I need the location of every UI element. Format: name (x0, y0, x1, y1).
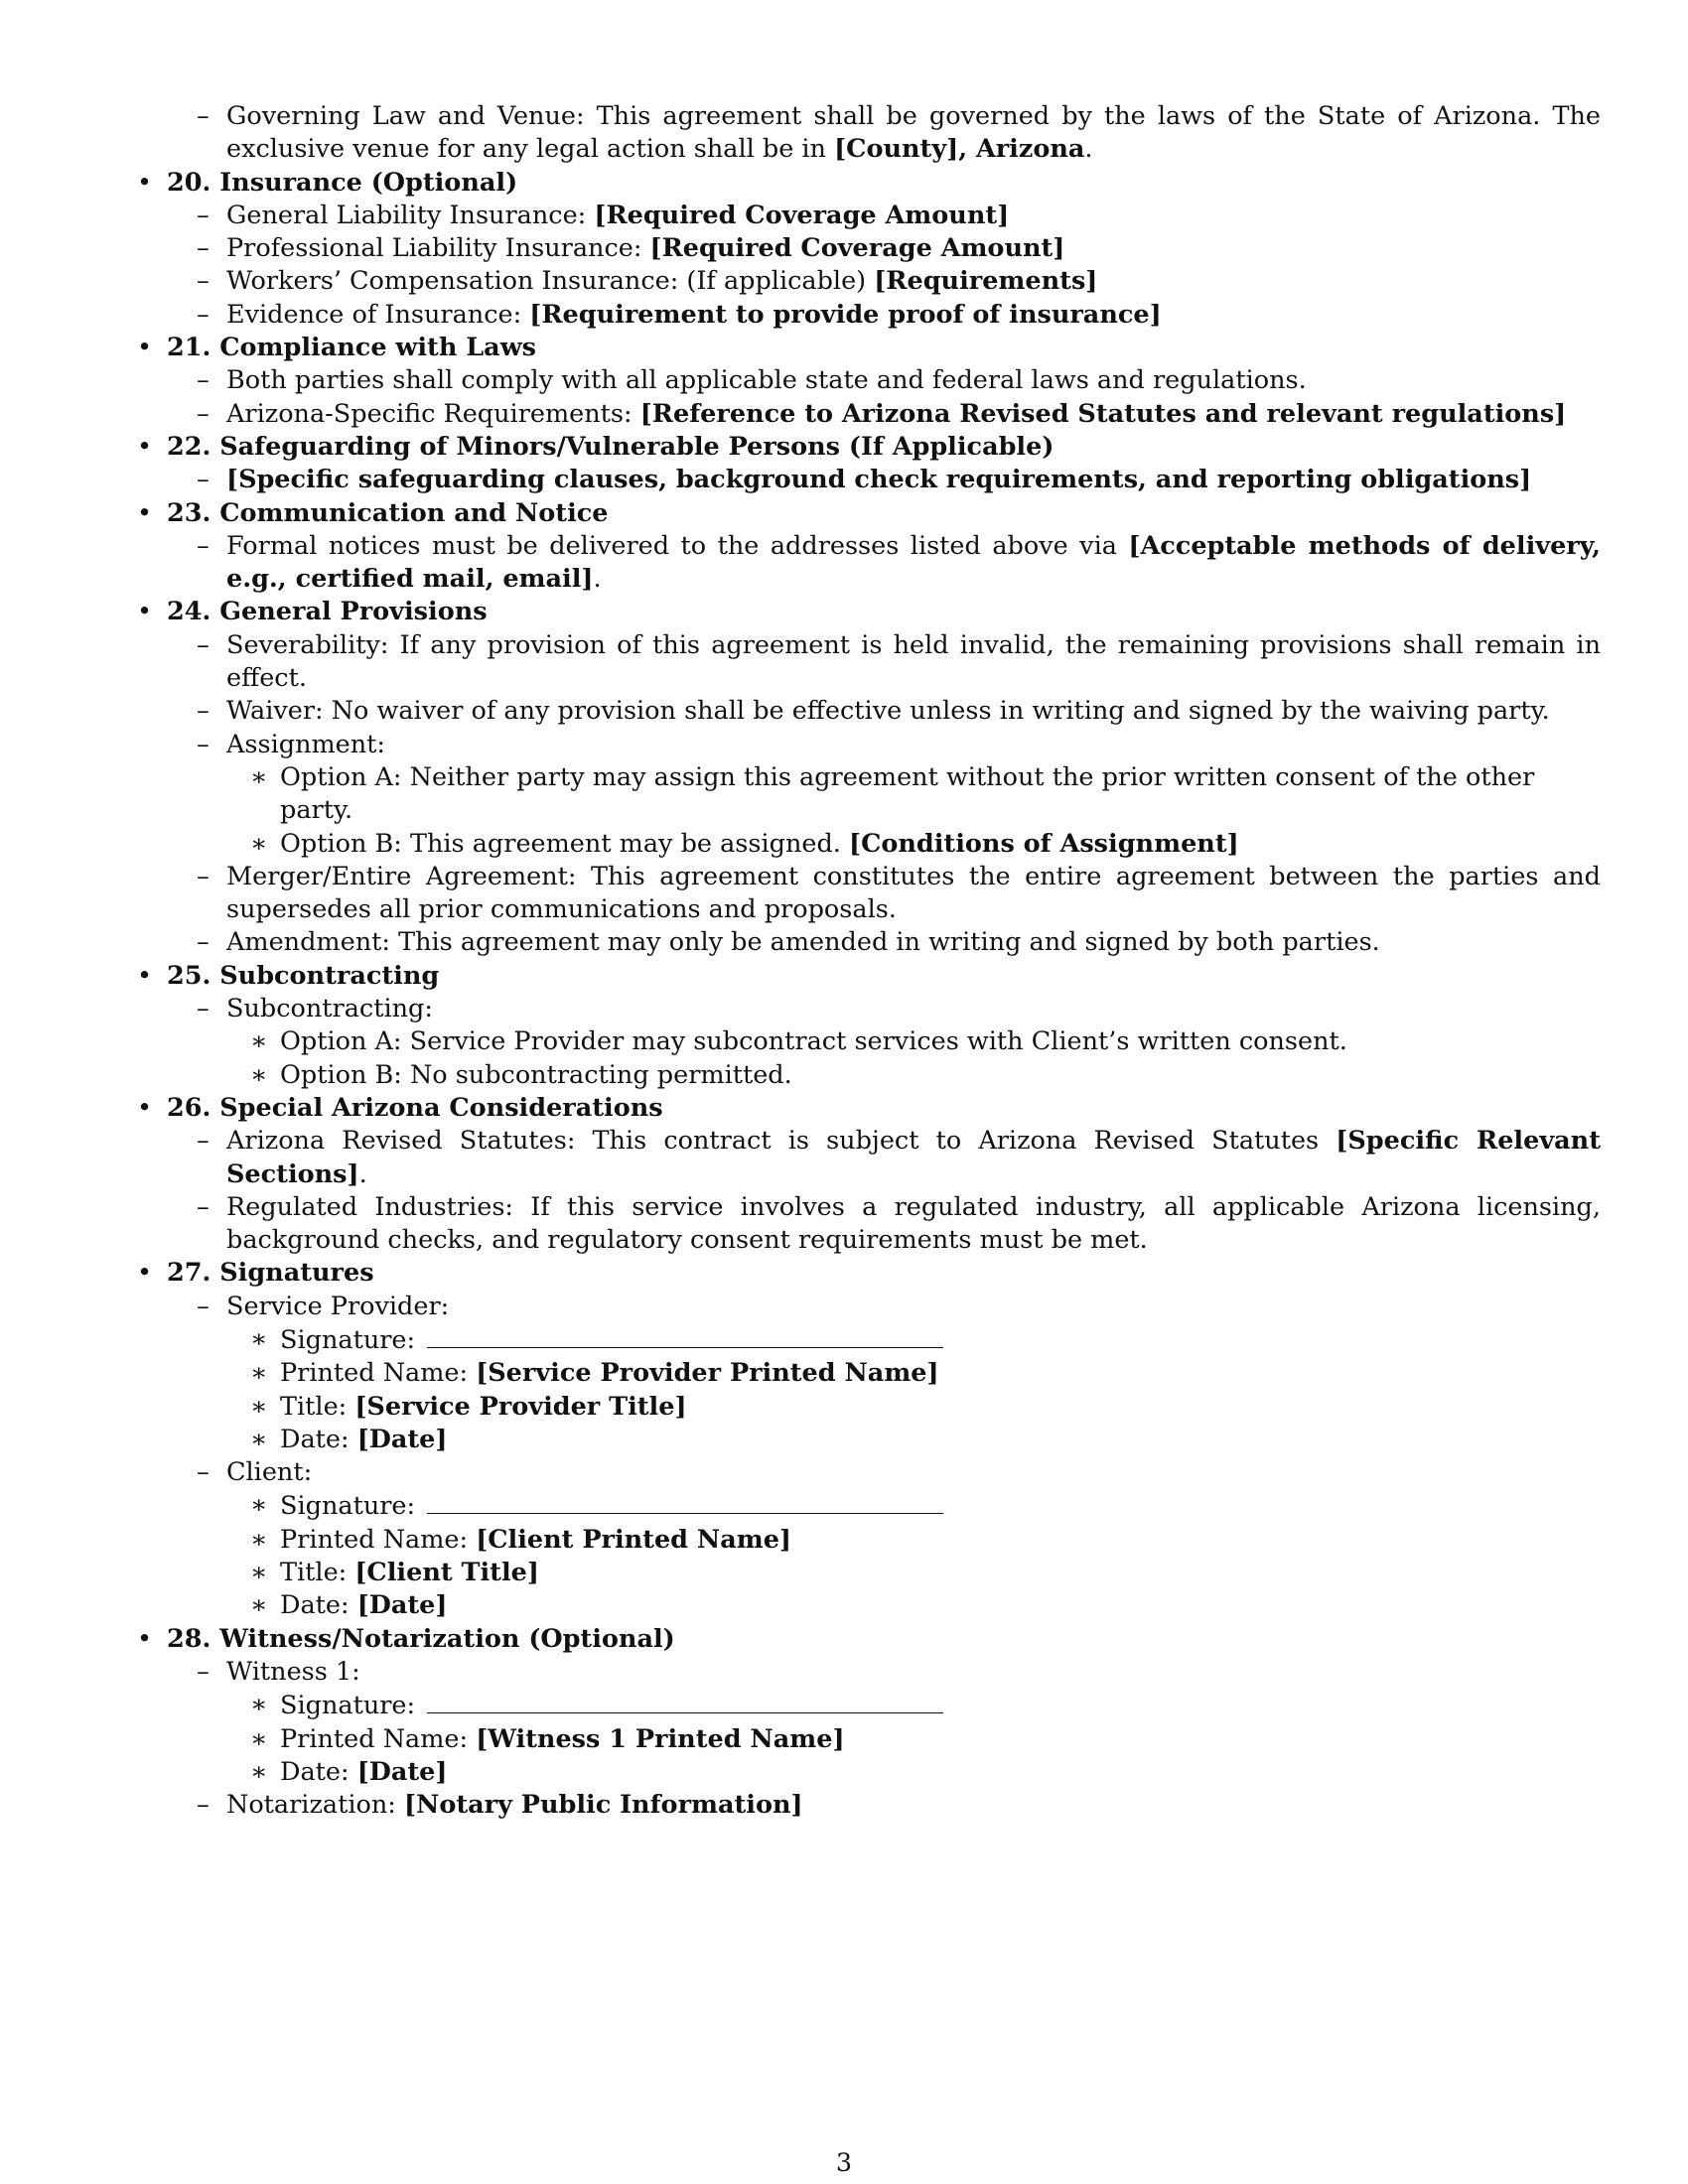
section-26: • 26. Special Arizona Considerations (137, 1092, 663, 1123)
sub-list-item: ∗ Date: [Date] (250, 1590, 448, 1621)
list-item: – Notarization: [Notary Public Information] (197, 1790, 803, 1821)
sub-list-item: ∗ Option A: Service Provider may subcontract services with Client’s written consent. (250, 1026, 1347, 1057)
list-item: – Arizona Revised Statutes: This contract is subject to Arizona Revised Statutes [Specific Relevant Sections]. (197, 1126, 1601, 1189)
sub-list-item: ∗ Title: [Service Provider Title] (250, 1391, 687, 1422)
section-title: 25. Subcontracting (167, 960, 440, 991)
section-title: 27. Signatures (167, 1258, 374, 1289)
sub-list-item: ∗ Option A: Neither party may assign this agreement without the prior written consent of the other party. (250, 761, 1535, 826)
page-number: 3 (835, 2148, 853, 2178)
sub-list-item: ∗ Option B: This agreement may be assigned. [Conditions of Assignment] (250, 828, 1239, 859)
signature-row: ∗ Signature: (131, 1489, 1601, 1523)
signature-row: ∗ Signature: (131, 1323, 1601, 1357)
list-item: – Evidence of Insurance: [Requirement to provide proof of insurance] (197, 299, 1162, 330)
list-item: – Professional Liability Insurance: [Required Coverage Amount] (197, 233, 1065, 264)
list-item: – Subcontracting: (197, 994, 433, 1024)
section-22: • 22. Safeguarding of Minors/Vulnerable Persons (If Applicable) (137, 431, 1055, 462)
sub-list-item: ∗ Date: [Date] (250, 1424, 448, 1454)
sub-list-item: ∗ Printed Name: [Client Printed Name] (250, 1524, 791, 1555)
sub-list-item: ∗ Option B: No subcontracting permitted. (250, 1059, 792, 1090)
list-item: – Arizona-Specific Requirements: [Reference to Arizona Revised Statutes and relevant regulations] (197, 398, 1567, 429)
section-20: • 20. Insurance (Optional) (137, 167, 518, 198)
list-item: – Regulated Industries: If this service involves a regulated industry, all applicable Arizona licensing, background checks, and regulatory consent requirements must be met. (197, 1191, 1601, 1256)
signature-line[interactable] (427, 1489, 943, 1514)
sub-list-item: ∗ Date: [Date] (250, 1756, 448, 1787)
section-27: • 27. Signatures (137, 1258, 374, 1289)
section-28: • 28. Witness/Notarization (Optional) (137, 1623, 675, 1654)
section-title: 20. Insurance (Optional) (167, 167, 518, 198)
section-title: 22. Safeguarding of Minors/Vulnerable Persons (If Applicable) (167, 431, 1055, 462)
section-title: 21. Compliance with Laws (167, 333, 537, 363)
section-24: • 24. General Provisions (137, 597, 488, 627)
list-item: – Severability: If any provision of this agreement is held invalid, the remaining provisions shall remain in effect. (197, 629, 1601, 694)
signature-line[interactable] (427, 1323, 943, 1348)
sub-list-item: ∗ Printed Name: [Service Provider Printed Name] (250, 1358, 939, 1389)
list-item: – Merger/Entire Agreement: This agreement constitutes the entire agreement between the parties and supersedes all prior communications and proposals. (197, 861, 1601, 925)
list-item: – Workers’ Compensation Insurance: (If applicable) [Requirements] (197, 266, 1098, 297)
list-item: – Both parties shall comply with all applicable state and federal laws and regulations. (197, 365, 1307, 396)
section-21: • 21. Compliance with Laws (137, 333, 537, 363)
sub-list-item: ∗ Printed Name: [Witness 1 Printed Name] (250, 1723, 845, 1754)
signature-row: ∗ Signature: (131, 1689, 1601, 1722)
section-25: • 25. Subcontracting (137, 960, 440, 991)
list-item: – General Liability Insurance: [Required Coverage Amount] (197, 200, 1010, 230)
list-item: – Formal notices must be delivered to the addresses listed above via [Acceptable methods of delivery, e.g., certified mail, email]. (197, 530, 1602, 595)
section-title: 23. Communication and Notice (167, 497, 609, 528)
section-title: 24. General Provisions (167, 597, 488, 627)
list-item: – Assignment: (197, 729, 386, 759)
section-23: • 23. Communication and Notice (137, 497, 609, 528)
signature-line[interactable] (427, 1689, 943, 1713)
document-body (131, 100, 1601, 1822)
section-title: 26. Special Arizona Considerations (167, 1092, 663, 1123)
list-item: – Amendment: This agreement may only be amended in writing and signed by both parties. (197, 927, 1380, 958)
list-item: – Service Provider: (197, 1291, 450, 1321)
list-item: – Client: (197, 1457, 313, 1488)
section-title: 28. Witness/Notarization (Optional) (167, 1623, 675, 1654)
list-item: – Witness 1: (197, 1656, 360, 1687)
governing-law-item: – Governing Law and Venue: This agreement shall be governed by the laws of the State of Arizona. The exclusive venue for any legal action shall be in [County], Arizona. (197, 101, 1601, 165)
list-item: – Waiver: No waiver of any provision shall be effective unless in writing and signed by the waiving party. (197, 696, 1550, 727)
sub-list-item: ∗ Title: [Client Title] (250, 1558, 539, 1588)
list-item: – [Specific safeguarding clauses, background check requirements, and reporting obligations] (197, 465, 1532, 495)
